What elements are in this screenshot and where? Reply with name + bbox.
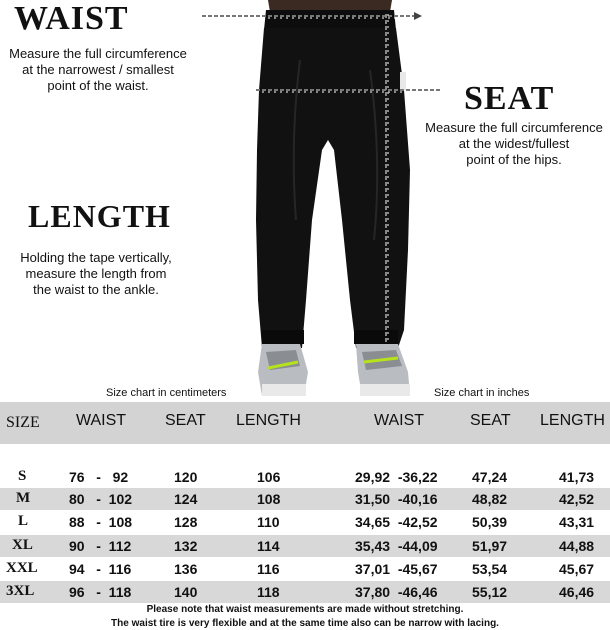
cell-cm-waist: 96 - 118 [69,584,132,600]
cell-cm-waist: 90 - 112 [69,538,132,554]
table-row [0,558,610,580]
cell-in-waist: 35,43 -44,09 [355,538,438,554]
table-row [0,581,610,603]
cell-in-waist: 34,65 -42,52 [355,514,438,530]
note-stretching: Please note that waist measurements are made without stretching. [146,604,464,615]
cell-in-waist: 29,92 -36,22 [355,469,438,485]
cell-size: M [16,490,31,506]
length-desc-line-3: the waist to the ankle. [33,282,159,297]
cell-in-seat: 55,12 [472,584,508,600]
cell-cm-seat: 128 [174,514,198,530]
waist-title: WAIST [14,0,129,37]
cell-cm-length: 108 [257,491,281,507]
header-in-waist: WAIST [374,412,425,429]
length-desc-line-1: Holding the tape vertically, [20,250,172,265]
length-desc-line-2: measure the length from [25,266,167,281]
cell-size: L [18,513,29,529]
cell-cm-length: 116 [257,561,280,577]
inch-chart-caption: Size chart in inches [434,387,530,399]
waist-description [0,46,196,94]
right-shoe [356,344,410,396]
table-row [0,511,610,533]
cell-cm-seat: 136 [174,561,198,577]
cell-in-waist: 31,50 -40,16 [355,491,438,507]
waist-desc-line-1: Measure the full circumference [9,46,187,61]
header-in-seat: SEAT [470,412,511,429]
cell-size: XXL [6,560,38,576]
header-cm-waist: WAIST [76,412,127,429]
cell-in-length: 43,31 [559,514,595,530]
pants-illustration [200,0,440,400]
cell-cm-seat: 120 [174,469,198,485]
cell-cm-waist: 88 - 108 [69,514,133,530]
seat-desc-line-3: point of the hips. [466,152,562,167]
cell-in-length: 45,67 [559,561,595,577]
cm-chart-caption: Size chart in centimeters [106,387,227,399]
cell-in-length: 44,88 [559,538,595,554]
cell-in-seat: 47,24 [472,469,508,485]
note-lacing: The waist tire is very flexible and at the same time also can be narrow with lacing. [111,618,499,629]
pants-logo-shape [400,72,406,90]
cell-cm-waist: 94 - 116 [69,561,132,577]
waist-desc-line-3: point of the waist. [47,78,149,93]
cell-in-waist: 37,80 -46,46 [355,584,438,600]
seat-title: SEAT [464,80,555,117]
seat-desc-line-2: at the widest/fullest [458,136,570,151]
waist-arrow-icon [414,12,422,20]
header-in-length: LENGTH [540,412,605,429]
cell-in-seat: 50,39 [472,514,508,530]
cell-in-length: 42,52 [559,491,595,507]
cell-size: S [18,468,27,484]
cell-cm-waist: 80 - 102 [69,491,133,507]
cell-cm-seat: 124 [174,491,198,507]
cell-cm-length: 110 [257,514,280,530]
cell-size: XL [12,537,33,553]
cell-in-seat: 53,54 [472,561,508,577]
waist-desc-line-2: at the narrowest / smallest [22,62,174,77]
cell-in-seat: 48,82 [472,491,508,507]
cell-cm-seat: 140 [174,584,198,600]
left-shoe [258,344,308,396]
cell-cm-seat: 132 [174,538,198,554]
cell-cm-length: 118 [257,584,280,600]
seat-description [418,120,610,168]
waistband-shape [264,10,396,30]
cell-size: 3XL [6,583,35,599]
length-title: LENGTH [28,198,171,234]
cell-cm-length: 114 [257,538,280,554]
table-row [0,488,610,510]
cell-in-waist: 37,01 -45,67 [355,561,438,577]
header-cm-seat: SEAT [165,412,206,429]
seat-desc-line-1: Measure the full circumference [425,120,603,135]
cell-in-length: 46,46 [559,584,595,600]
header-size: SIZE [6,414,40,431]
cell-cm-waist: 76 - 92 [69,469,129,485]
table-row [0,466,610,488]
cell-in-length: 41,73 [559,469,595,485]
table-row [0,535,610,557]
cell-in-seat: 51,97 [472,538,508,554]
header-cm-length: LENGTH [236,412,301,429]
length-description [0,250,192,298]
cell-cm-length: 106 [257,469,281,485]
